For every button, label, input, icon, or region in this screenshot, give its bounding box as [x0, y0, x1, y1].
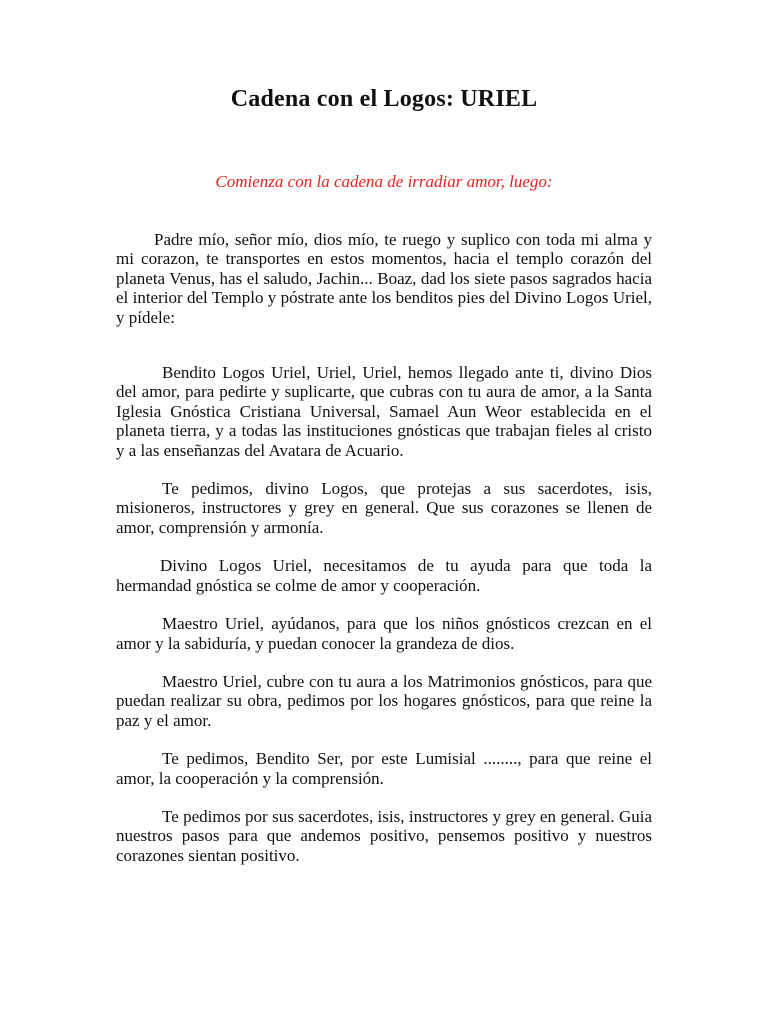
document-subtitle: Comienza con la cadena de irradiar amor, luego:: [215, 172, 553, 191]
paragraph-prayer-2: Te pedimos, divino Logos, que protejas a sus sacerdotes, isis, misioneros, instructores y grey en general. Que sus corazones se llenen de amor, comprensión y armonía.: [116, 479, 652, 537]
paragraph-prayer-5: Maestro Uriel, cubre con tu aura a los Matrimonios gnósticos, para que puedan realizar su obra, pedimos por los hogares gnósticos, para que reine la paz y el amor.: [116, 671, 652, 730]
document-body: [116, 230, 652, 865]
paragraph-invocation: Padre mío, señor mío, dios mío, te ruego y suplico con toda mi alma y mi corazon, te transportes en estos momentos, hacia el templo corazón del planeta Venus, has el saludo, Jachin... Boaz, dad los siete pasos sagrados hacia el interior del Templo y póstrate ante los benditos pies del Divino Logos Uriel, y pídele:: [116, 230, 652, 327]
paragraph-prayer-7: Te pedimos por sus sacerdotes, isis, instructores y grey en general. Guia nuestros pasos para que andemos positivo, pensemos positivo y nuestros corazones sientan positivo.: [116, 806, 652, 865]
document-title: Cadena con el Logos: URIEL: [230, 86, 538, 112]
paragraph-prayer-1: Bendito Logos Uriel, Uriel, Uriel, hemos llegado ante ti, divino Dios del amor, para pedirte y suplicarte, que cubras con tu aura de amor, a la Santa Iglesia Gnóstica Cristiana Universal, Samael Aun Weor establecida en el planeta tierra, y a todas las instituciones gnósticas que trabajan fieles al cristo y a las enseñanzas del Avatara de Acuario.: [116, 363, 652, 460]
paragraph-prayer-4: Maestro Uriel, ayúdanos, para que los niños gnósticos crezcan en el amor y la sabiduría, y puedan conocer la grandeza de dios.: [116, 614, 652, 653]
paragraph-prayer-6: Te pedimos, Bendito Ser, por este Lumisial ........, para que reine el amor, la cooperación y la comprensión.: [116, 749, 652, 788]
paragraph-prayer-3: Divino Logos Uriel, necesitamos de tu ayuda para que toda la hermandad gnóstica se colme de amor y cooperación.: [116, 556, 652, 595]
